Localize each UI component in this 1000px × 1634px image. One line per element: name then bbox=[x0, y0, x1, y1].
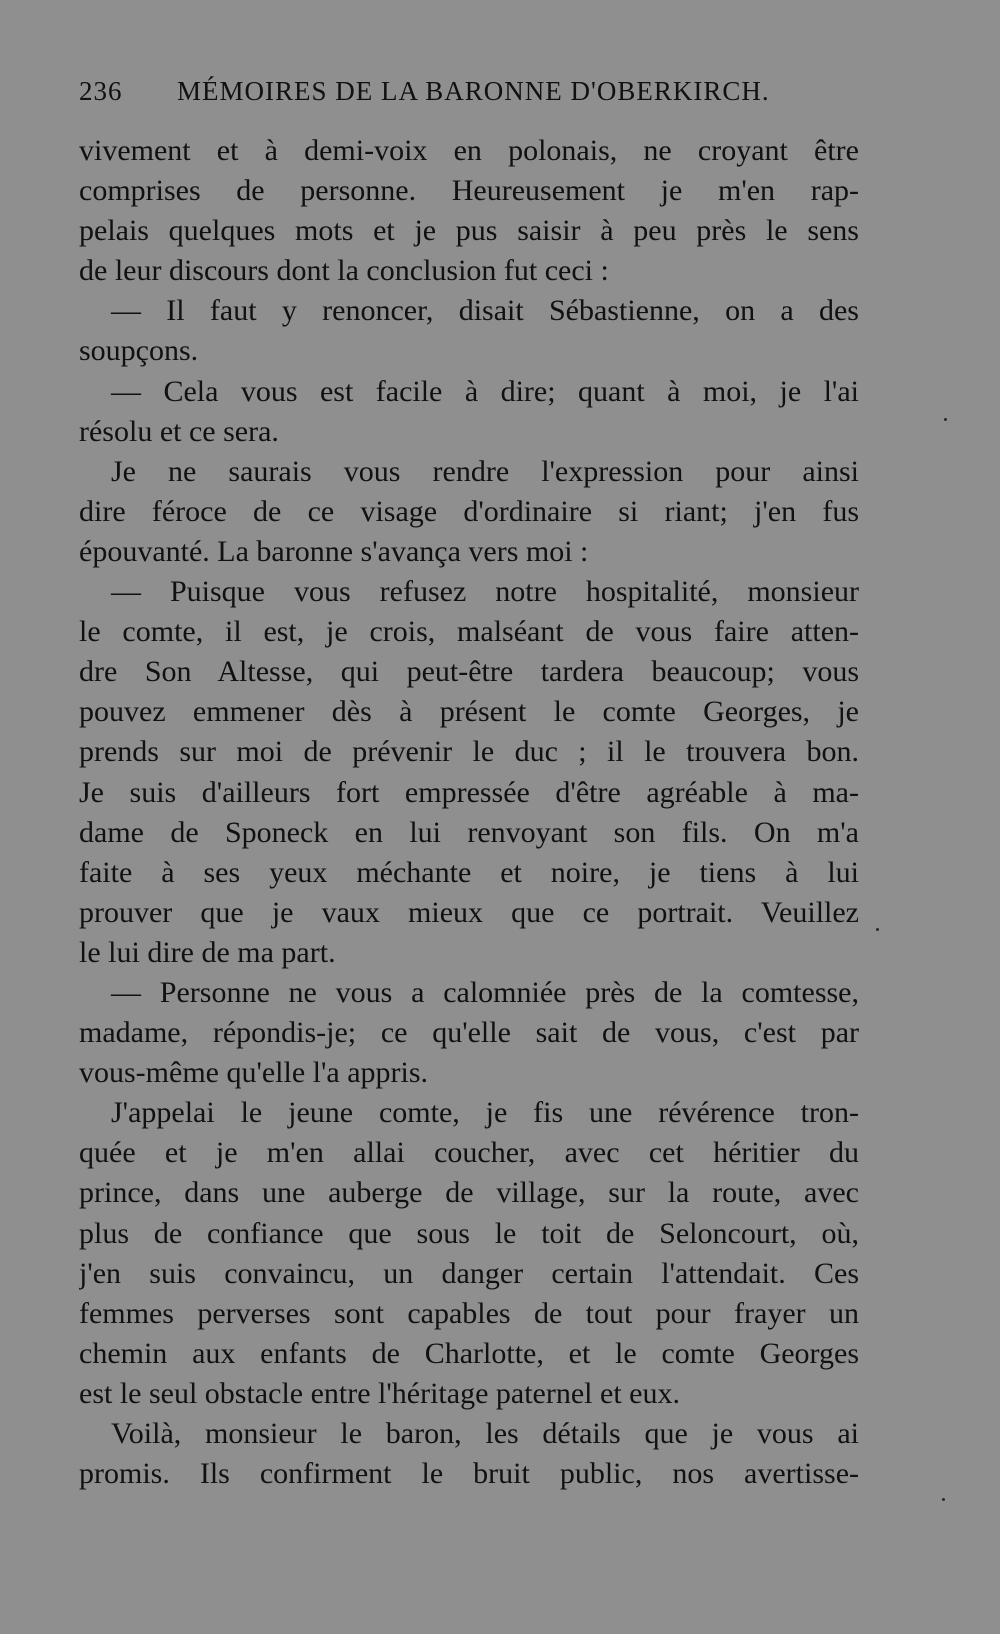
text-line: prends sur moi de prévenir le duc ; il le trouvera bon. bbox=[79, 735, 859, 769]
text-line: chemin aux enfants de Charlotte, et le comte Georges bbox=[79, 1336, 859, 1370]
text-line: résolu et ce sera. bbox=[79, 414, 279, 448]
text-line: comprises de personne. Heureusement je m'en rap- bbox=[79, 174, 859, 208]
text-line: pouvez emmener dès à présent le comte Georges, je bbox=[79, 695, 859, 729]
scan-speck bbox=[876, 928, 879, 931]
text-line: — Il faut y renoncer, disait Sébastienne, on a des bbox=[111, 294, 859, 328]
text-line: Voilà, monsieur le baron, les détails que je vous ai bbox=[111, 1417, 859, 1450]
text-line: de leur discours dont la conclusion fut ceci : bbox=[79, 254, 609, 288]
scan-speck bbox=[944, 418, 947, 421]
text-line: j'en suis convaincu, un danger certain l'attendait. Ces bbox=[79, 1256, 859, 1290]
running-title: MÉMOIRES DE LA BARONNE D'OBERKIRCH. bbox=[177, 76, 770, 106]
text-line: quée et je m'en allai coucher, avec cet héritier du bbox=[79, 1136, 859, 1170]
text-line: vous-même qu'elle l'a appris. bbox=[79, 1056, 429, 1090]
text-line: est le seul obstacle entre l'héritage paternel et eux. bbox=[79, 1376, 680, 1410]
text-line: madame, répondis-je; ce qu'elle sait de vous, c'est par bbox=[79, 1016, 859, 1050]
text-line: femmes perverses sont capables de tout pour frayer un bbox=[79, 1296, 859, 1330]
text-line: pelais quelques mots et je pus saisir à peu près le sens bbox=[79, 214, 859, 248]
text-line: vivement et à demi-voix en polonais, ne croyant être bbox=[79, 134, 859, 167]
text-line: soupçons. bbox=[79, 334, 199, 368]
text-line: le comte, il est, je crois, malséant de vous faire atten- bbox=[79, 615, 859, 649]
text-line: dre Son Altesse, qui peut-être tardera beaucoup; vous bbox=[79, 655, 859, 689]
running-header bbox=[79, 76, 779, 112]
text-line: dame de Sponeck en lui renvoyant son fils. On m'a bbox=[79, 815, 859, 849]
page-number: 236 bbox=[79, 76, 123, 106]
text-line: faite à ses yeux méchante et noire, je tiens à lui bbox=[79, 855, 859, 889]
text-line: Je suis d'ailleurs fort empressée d'être agréable à ma- bbox=[79, 775, 859, 809]
text-line: prince, dans une auberge de village, sur la route, avec bbox=[79, 1176, 859, 1210]
scan-speck bbox=[942, 1498, 945, 1501]
text-line: dire féroce de ce visage d'ordinaire si riant; j'en fus bbox=[79, 494, 859, 528]
text-line: Je ne saurais vous rendre l'expression pour ainsi bbox=[111, 454, 859, 488]
body-text bbox=[79, 131, 859, 1494]
text-line: promis. Ils confirment le bruit public, nos avertisse- bbox=[79, 1457, 859, 1491]
text-line: — Cela vous est facile à dire; quant à moi, je l'ai bbox=[111, 374, 859, 408]
text-line: — Puisque vous refusez notre hospitalité, monsieur bbox=[111, 575, 859, 609]
text-line: plus de confiance que sous le toit de Seloncourt, où, bbox=[79, 1216, 859, 1250]
text-line: — Personne ne vous a calomniée près de la comtesse, bbox=[111, 975, 859, 1009]
text-line: le lui dire de ma part. bbox=[79, 935, 336, 969]
text-line: prouver que je vaux mieux que ce portrait. Veuillez bbox=[79, 895, 859, 929]
text-line: J'appelai le jeune comte, je fis une révérence tron- bbox=[111, 1096, 859, 1130]
text-line: épouvanté. La baronne s'avança vers moi : bbox=[79, 534, 589, 568]
